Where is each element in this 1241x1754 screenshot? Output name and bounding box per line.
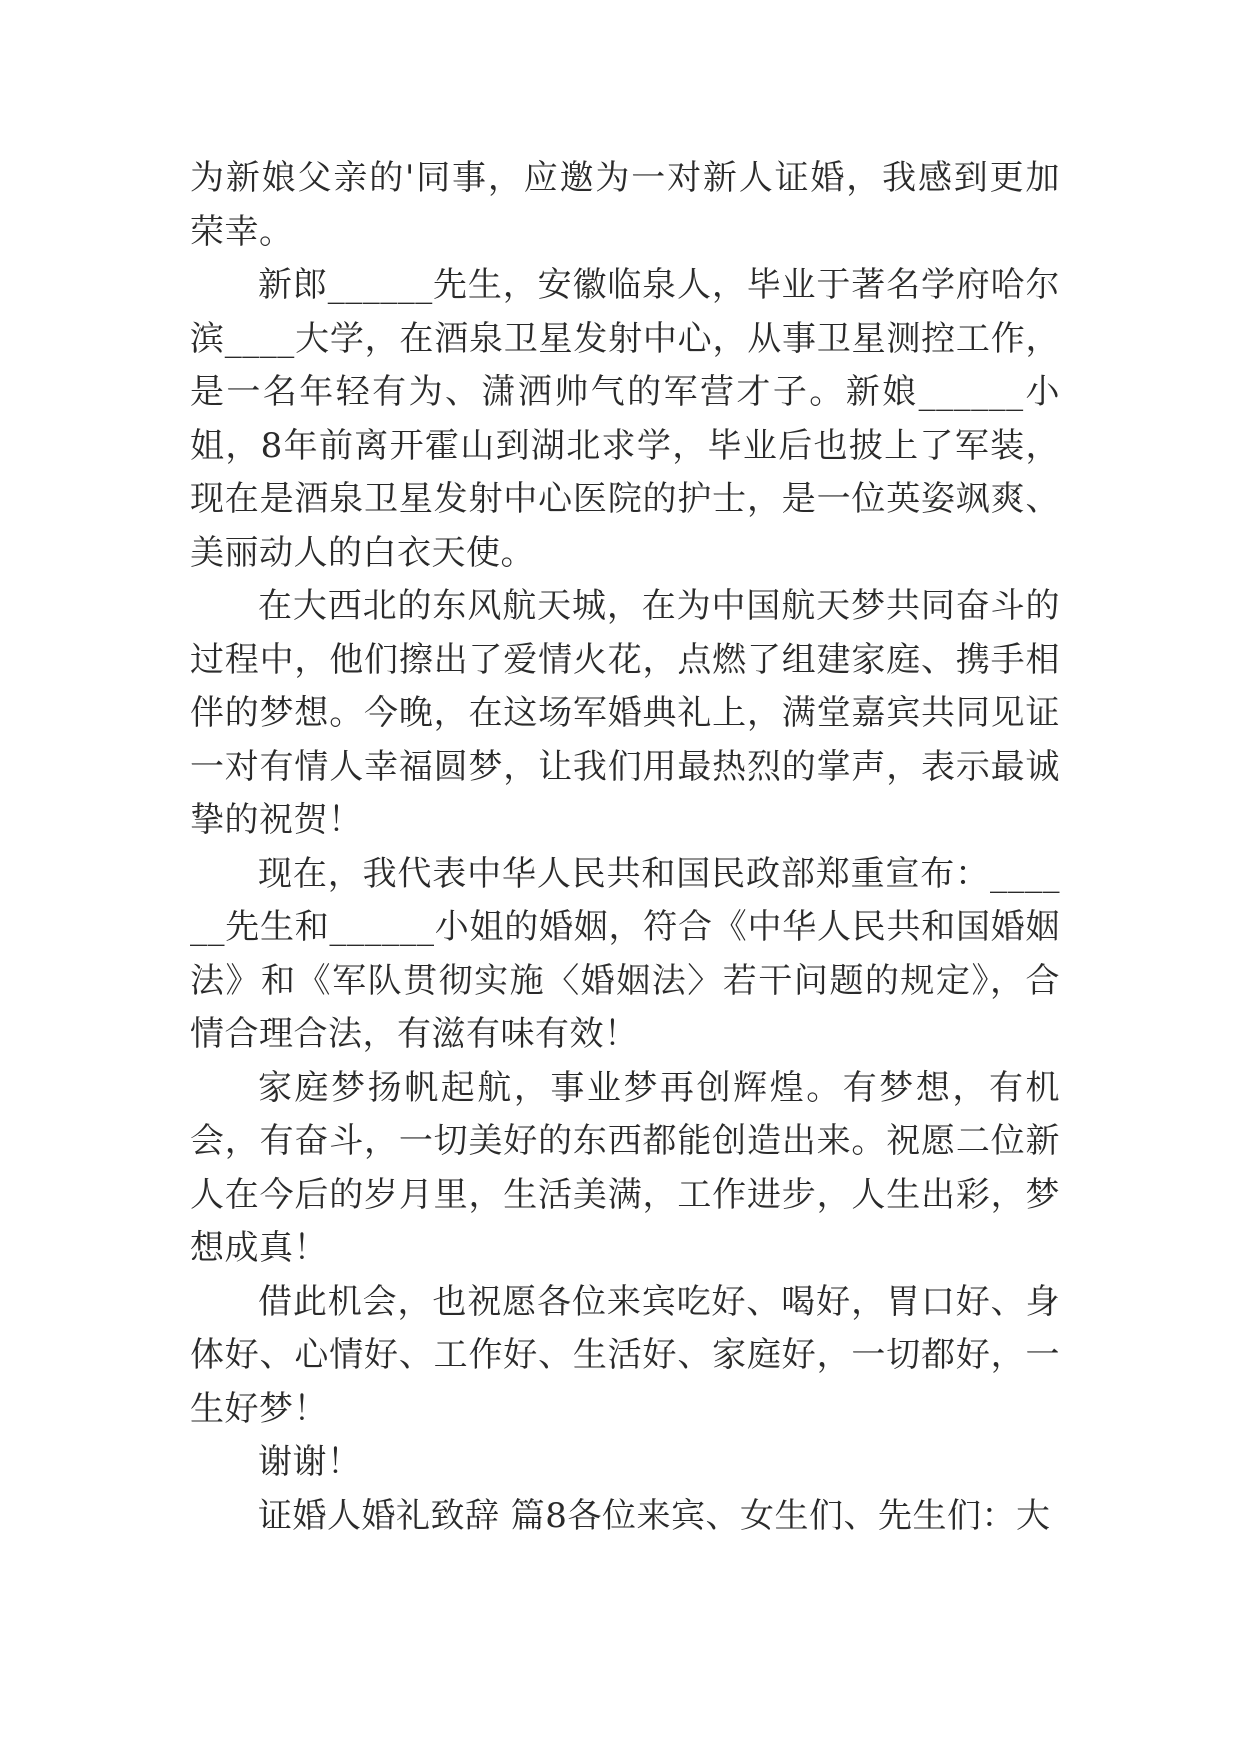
document-body [190,152,1060,1543]
paragraph-thanks: 谢谢！ [258,1442,362,1482]
paragraph-wishes: 家庭梦扬帆起航，事业梦再创辉煌。有梦想，有机会，有奋斗，一切美好的东西都能创造出来。祝愿二位新人在今后的岁月里，生活美满，工作进步，人生出彩，梦想成真！ [190,1067,1060,1268]
paragraph-groom-bride-intro: 新郎______先生，安徽临泉人，毕业于著名学府哈尔滨____大学，在酒泉卫星发射中心，从事卫星测控工作，是一名年轻有为、潇洒帅气的军营才子。新娘______小姐，8年前离开霍山到湖北求学，毕业后也披上了军装，现在是酒泉卫星发射中心医院的护士，是一位英姿飒爽、美丽动人的白衣天使。 [190,265,1060,573]
paragraph-opening: 为新娘父亲的'同事，应邀为一对新人证婚，我感到更加荣幸。 [190,158,1060,252]
paragraph-guest-wishes: 借此机会，也祝愿各位来宾吃好、喝好，胃口好、身体好、心情好、工作好、生活好、家庭好，一切都好，一生好梦！ [190,1281,1060,1429]
paragraph-declaration: 现在，我代表中华人民共和国民政部郑重宣布：______先生和______小姐的婚姻，符合《中华人民共和国婚姻法》和《军队贯彻实施〈婚姻法〉若干问题的规定》，合情合理合法，有滋有味有效！ [190,853,1060,1054]
paragraph-next-section: 证婚人婚礼致辞 篇8各位来宾、女生们、先生们：大 [258,1495,1051,1536]
paragraph-love-story: 在大西北的东风航天城，在为中国航天梦共同奋斗的过程中，他们擦出了爱情火花，点燃了组建家庭、携手相伴的梦想。今晚，在这场军婚典礼上，满堂嘉宾共同见证一对有情人幸福圆梦，让我们用最热烈的掌声，表示最诚挚的祝贺！ [190,586,1060,840]
